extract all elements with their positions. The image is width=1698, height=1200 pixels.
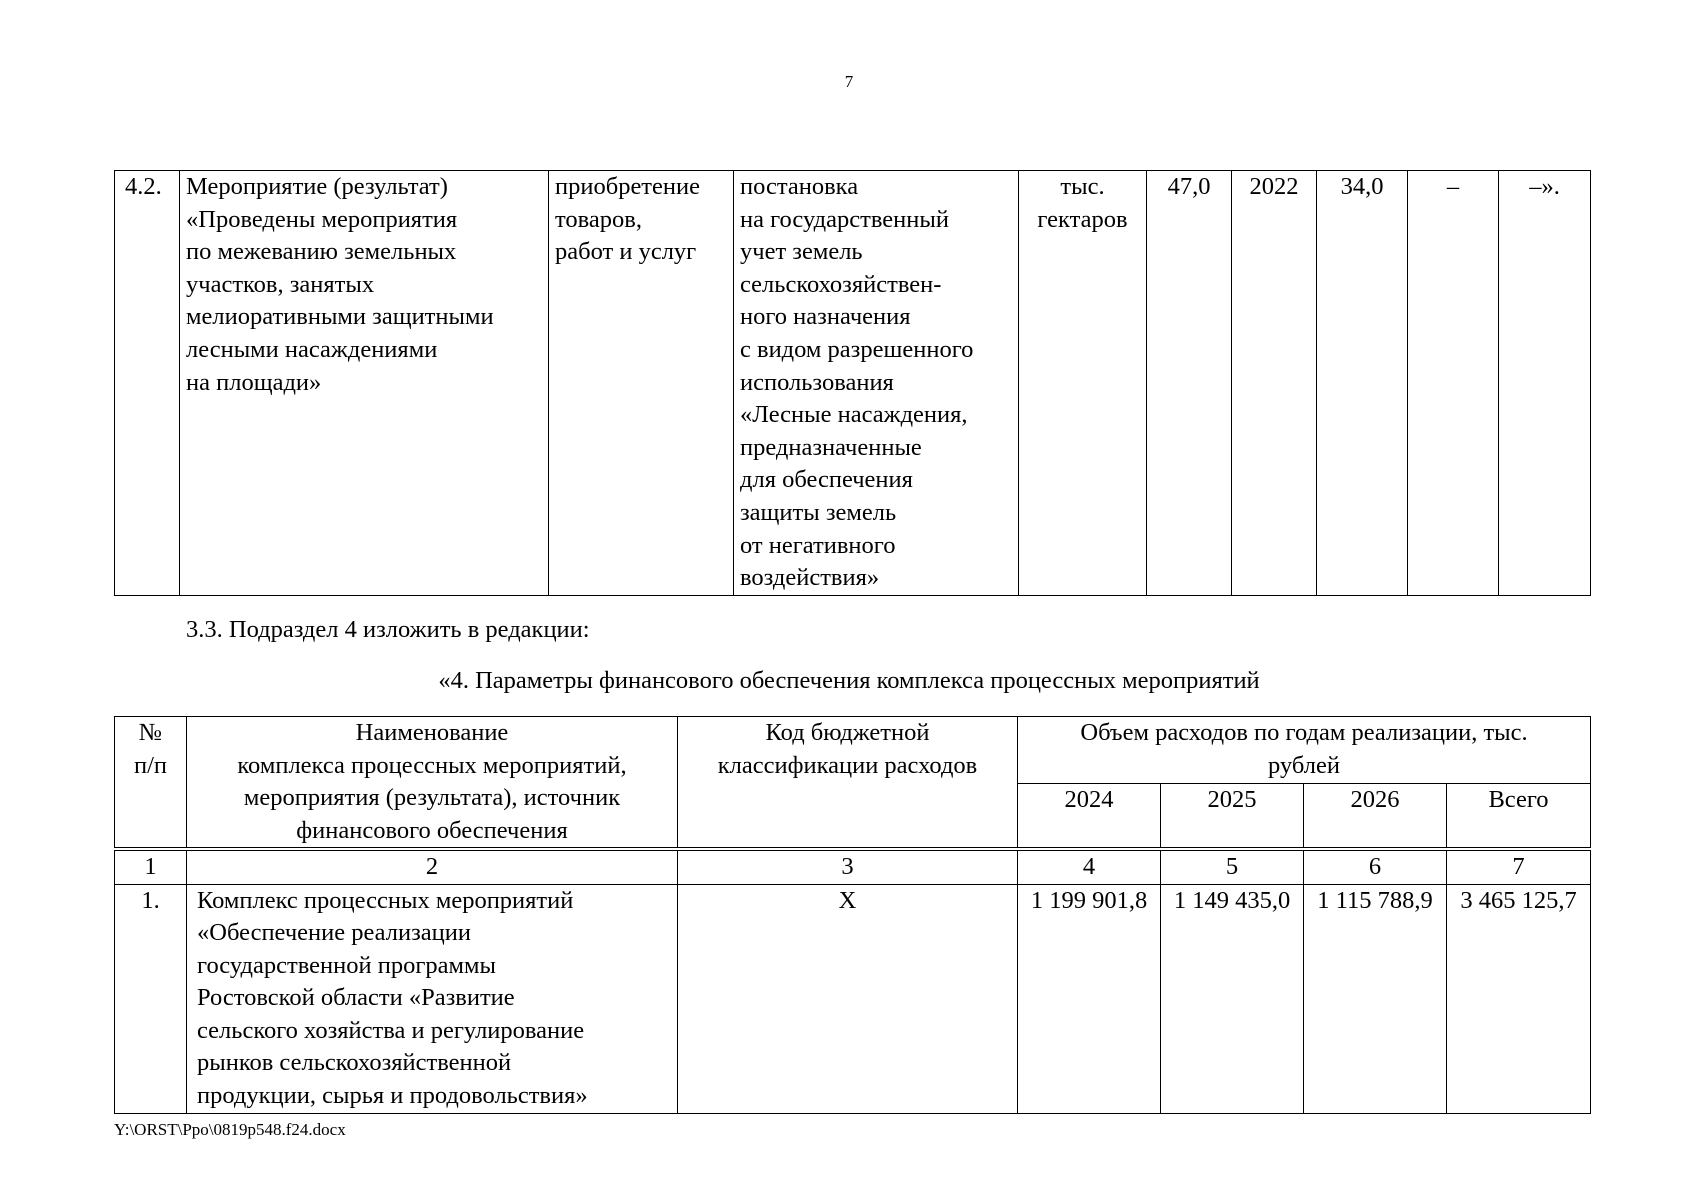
- measure-type: приобретение товаров, работ и услуг: [549, 171, 734, 596]
- results-table: [114, 170, 1591, 596]
- measure-characteristic: постановка на государственный учет земель сельскохозяйствен- ного назначения с видом разрешенного использования «Лесные насаждения, предназначенные для обеспечения защиты земель от негативного воздействия»: [734, 171, 1019, 596]
- header-year-2026: 2026: [1304, 784, 1447, 849]
- measure-name: Мероприятие (результат) «Проведены мероприятия по межеванию земельных участков, занятых мелиоративными защитными лесными насаждениями на площади»: [180, 171, 549, 596]
- header-num: № п/п: [115, 717, 187, 850]
- column-number: 5: [1161, 849, 1304, 884]
- amendment-paragraph: 3.3. Подраздел 4 изложить в редакции:: [186, 616, 590, 643]
- header-code: Код бюджетной классификации расходов: [678, 717, 1018, 850]
- page-number: 7: [844, 72, 854, 91]
- amount-2024: 1 199 901,8: [1018, 884, 1161, 1113]
- header-year-2024: 2024: [1018, 784, 1161, 849]
- section-heading: «4. Параметры финансового обеспечения комплекса процессных мероприятий: [438, 667, 1260, 694]
- column-numbers-row: [115, 849, 1591, 884]
- column-number: 1: [115, 849, 187, 884]
- table-row: [115, 171, 1591, 596]
- header-name: Наименование комплекса процессных мероприятий, мероприятия (результата), источник финансового обеспечения: [187, 717, 678, 850]
- amount-2025: 1 149 435,0: [1161, 884, 1304, 1113]
- amount-total: 3 465 125,7: [1447, 884, 1591, 1113]
- value-2024: 34,0: [1317, 171, 1408, 596]
- program-name: Комплекс процессных мероприятий «Обеспечение реализации государственной программы Ростовской области «Развитие сельского хозяйства и регулирование рынков сельскохозяйственной продукции, сырья и продовольствия»: [187, 884, 678, 1113]
- amount-2026: 1 115 788,9: [1304, 884, 1447, 1113]
- header-row: [115, 717, 1591, 784]
- column-number: 2: [187, 849, 678, 884]
- table-row: [115, 884, 1591, 1113]
- value-2026: –».: [1499, 171, 1591, 596]
- budget-code: Х: [678, 884, 1018, 1113]
- base-value: 47,0: [1147, 171, 1232, 596]
- column-number: 3: [678, 849, 1018, 884]
- column-number: 7: [1447, 849, 1591, 884]
- header-volume: Объем расходов по годам реализации, тыс. рублей: [1018, 717, 1591, 784]
- column-number: 6: [1304, 849, 1447, 884]
- header-total: Всего: [1447, 784, 1591, 849]
- finance-table: [114, 716, 1591, 1114]
- column-number: 4: [1018, 849, 1161, 884]
- row-number: 4.2.: [115, 171, 180, 596]
- base-year: 2022: [1232, 171, 1317, 596]
- file-path: Y:\ORST\Ppo\0819p548.f24.docx: [114, 1120, 346, 1139]
- value-2025: –: [1408, 171, 1499, 596]
- row-number: 1.: [115, 884, 187, 1113]
- header-year-2025: 2025: [1161, 784, 1304, 849]
- unit: тыс. гектаров: [1019, 171, 1147, 596]
